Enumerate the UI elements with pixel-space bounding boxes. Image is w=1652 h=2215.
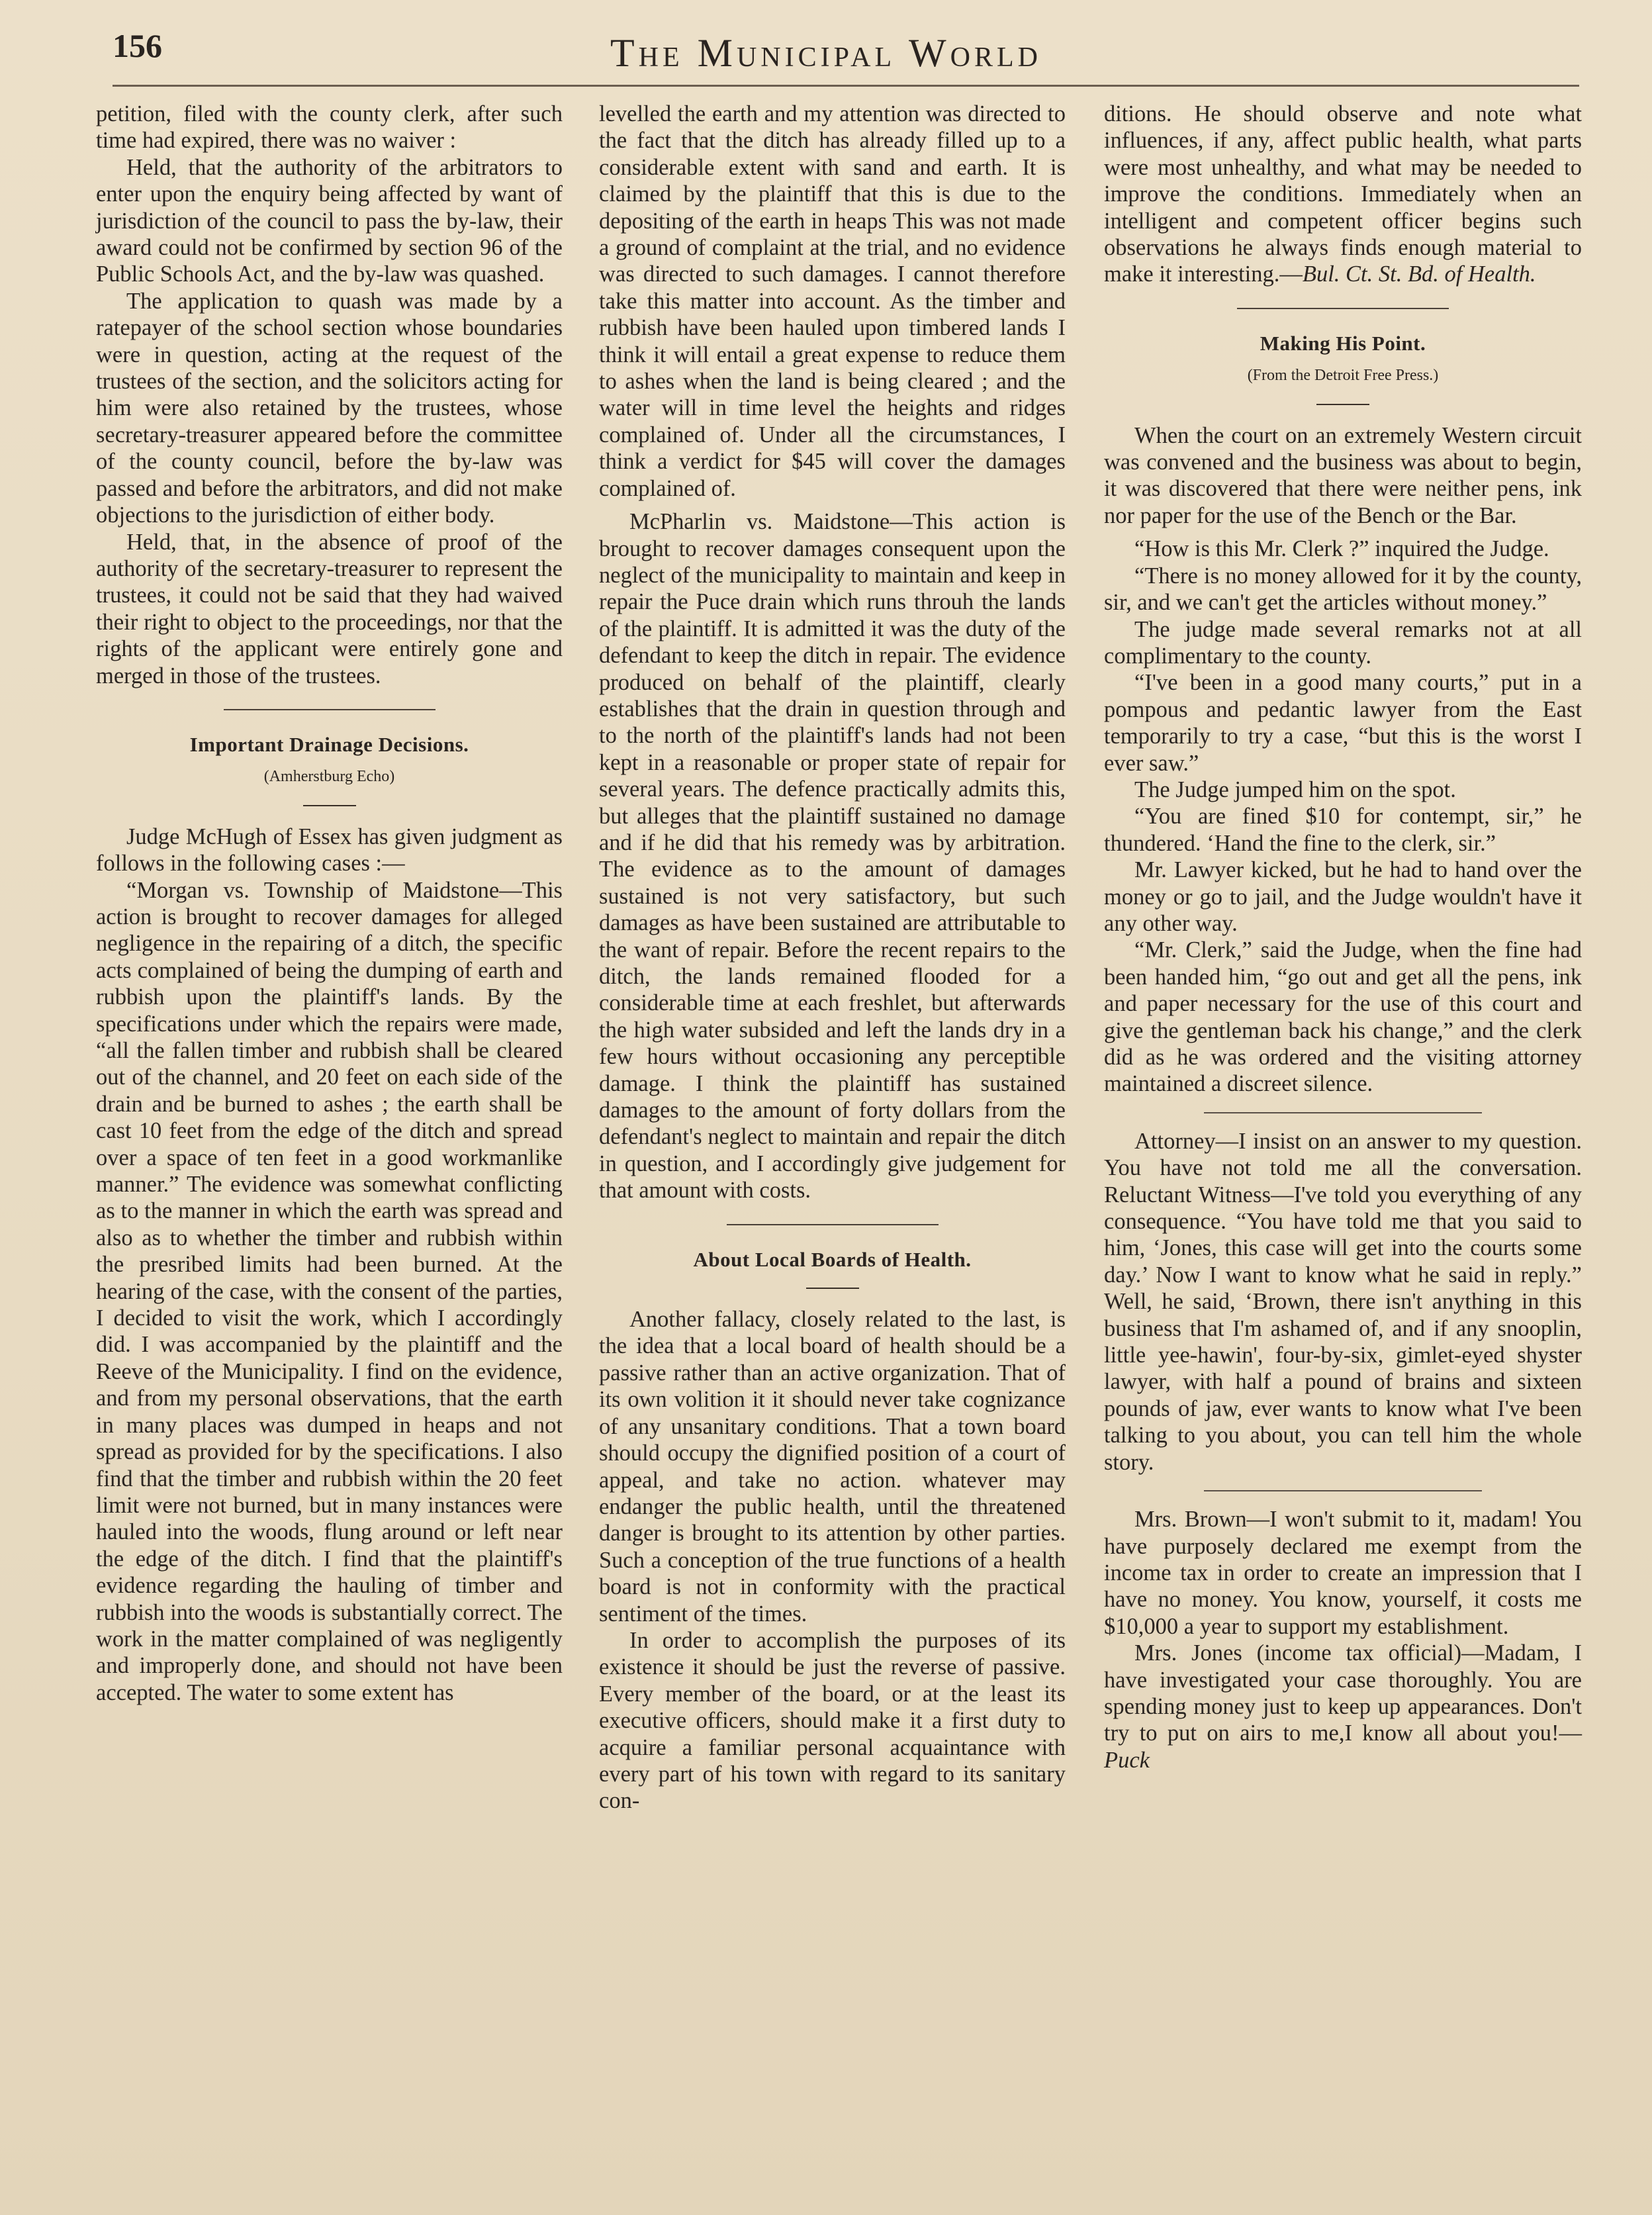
article-heading: Important Drainage Decisions. <box>189 732 469 756</box>
paragraph: “Morgan vs. Township of Maidstone—This action is brought to recover damages for alleged negligence in the repairing of a ditch, the specific acts complained of being the dumping of earth and rubbish upon the plaintiff's lands. By the specifications under which the repairs were made, “all the fallen timber and rubbish shall be cleared out of the channel, and 20 feet on each side of the drain and be burned to ashes ; the earth shall be cast 10 feet from the edge of the ditch and spread over a space of ten feet in a good workmanlike manner.” The evidence was somewhat conflicting as to the manner in which the earth was spread and also as to whether the timber and rubbish within the presribed limits had been burned. At the hearing of the case, with the consent of the parties, I decided to visit the work, which I accordingly did. I was accompanied by the plaintiff and the Reeve of the Municipality. I find on the evidence, and from my personal observations, that the earth in many places was dumped in heaps and not spread as provided for by the specifications. I also find that the timber and rubbish within the 20 feet limit were not burned, but in many instances were hauled into the woods, flung around or left near the edge of the ditch. I find that the plaintiff's evidence regarding the hauling of timber and rubbish into the woods is substantially correct. The work in the matter complained of was negligently and improperly done, and should not have been accepted. The water to some extent has <box>96 877 563 1705</box>
masthead-title: The Municipal World <box>610 31 1042 75</box>
heading-rule <box>806 1288 859 1289</box>
section-divider <box>1237 308 1449 309</box>
article-heading: About Local Boards of Health. <box>693 1247 972 1271</box>
paragraph-text: Mrs. Jones (income tax official)—Madam, I have investigated your case thoroughly. You are spending money just to keep up appearances. Don't try to put on airs to me,I know all about you!— <box>1104 1640 1582 1746</box>
paragraph <box>1104 101 1582 288</box>
paragraph: Mr. Lawyer kicked, but he had to hand over the money or go to jail, and the Judge wouldn't have it any other way. <box>1104 857 1582 936</box>
citation: Bul. Ct. St. Bd. of Health. <box>1302 261 1536 287</box>
paragraph: petition, filed with the county clerk, after such time had expired, there was no waiver : <box>96 101 563 154</box>
article-heading: Making His Point. <box>1260 331 1426 355</box>
paragraph: “How is this Mr. Clerk ?” inquired the Judge. <box>1134 536 1549 562</box>
column-1 <box>96 101 563 1706</box>
heading-rule <box>303 805 356 806</box>
page-number: 156 <box>113 27 162 64</box>
paragraph: The judge made several remarks not at all complimentary to the county. <box>1104 616 1582 669</box>
paragraph: Held, that the authority of the arbitrators to enter upon the enquiry being affected by want of jurisdiction of the council to pass the by-law, their award could not be confirmed by section 96 of the Public Schools Act, and the by-law was quashed. <box>96 154 563 287</box>
paragraph: levelled the earth and my attention was directed to the fact that the ditch has already filled up to a considerable extent with sand and earth. It is claimed by the plaintiff that this is due to the depositing of the earth in heaps This was not made a ground of complaint at the trial, and no evidence was directed to such damages. I cannot therefore take this matter into account. As the timber and rubbish have been hauled upon timbered lands I think it will entail a great expense to reduce them to ashes when the land is being cleared ; and the water will in time level the heights and ridges complained of. Under all the circumstances, I think a verdict for $45 will cover the damages complained of. <box>599 101 1066 501</box>
paragraph <box>1104 1640 1582 1773</box>
paragraph: “I've been in a good many courts,” put in a pompous and pedantic lawyer from the East temporarily to try a case, “but this is the worst I ever saw.” <box>1104 670 1582 776</box>
paragraph-text: ditions. He should observe and note what influences, if any, affect public health, what parts were most unhealthy, and what may be needed to improve the conditions. Immediately when an intelligent and competent officer begins such observations he always finds enough material to make it interesting.— <box>1104 101 1582 287</box>
paragraph: Attorney—I insist on an answer to my question. You have not told me all the conversation. Reluctant Witness—I've told you everything of any consequence. “You have told me that you said to him, ‘Jones, this case will get into the courts some day.’ Now I want to know what he said in reply.” Well, he said, ‘Brown, there isn't anything in this business that I'm ashamed of, and if any snooplin, little yee-hawin', four-by-six, gimlet-eyed shyster lawyer, with half a pound of brains and sixteen pounds of jaw, ever wants to know what I've been talking to you about, you can tell him the whole story. <box>1104 1128 1582 1475</box>
heading-rule <box>1316 404 1369 405</box>
paragraph: In order to accomplish the purposes of its existence it should be just the reverse of passive. Every member of the board, or at the least its executive officers, should make it a first duty to acquire a familiar personal acquaintance with every part of his town with regard to its sanitary con- <box>599 1627 1066 1814</box>
paragraph: Held, that, in the absence of proof of the authority of the secretary-treasurer to represent the trustees, it could not be said that they had waived their right to object to the proceedings, nor that the rights of the applicant were entirely gone and merged in those of the trustees. <box>96 529 563 688</box>
column-2 <box>599 101 1066 1814</box>
paragraph: The Judge jumped him on the spot. <box>1134 777 1456 802</box>
paragraph: Another fallacy, closely related to the last, is the idea that a local board of health should be a passive rather than an active organization. That of its own volition it it should never take cognizance of any unsanitary conditions. That a town board should occupy the dignified position of a court of appeal, and take no action. whatever may endanger the public health, until the threatened danger is brought to its attention by other parties. Such a conception of the true functions of a health board is not in conformity with the practical sentiment of the times. <box>599 1307 1066 1626</box>
paragraph: “You are fined $10 for contempt, sir,” he thundered. ‘Hand the fine to the clerk, sir.” <box>1104 804 1582 856</box>
item-divider <box>1204 1490 1482 1491</box>
section-divider <box>224 709 436 710</box>
article-source: (Amherstburg Echo) <box>263 768 395 786</box>
item-divider <box>1204 1112 1482 1113</box>
article-source: (From the Detroit Free Press.) <box>1247 367 1439 385</box>
section-divider <box>727 1224 939 1225</box>
paragraph: McPharlin vs. Maidstone—This action is brought to recover damages consequent upon the neglect of the municipality to maintain and keep in repair the Puce drain which runs throuh the lands of the plaintiff. It is admitted it was the duty of the defendant to keep the ditch in repair. The evidence produced on behalf of the plaintiff, clearly establishes that the drain in question through and to the north of the plaintiff's lands had not been kept in a reasonable or proper state of repair for several years. The defence practically admits this, but alleges that the plaintiff sustained no damage and if he did that his remedy was by arbitration. The evidence as to the amount of damages sustained is not very satisfactory, but such damages as have been sustained are attributable to the want of repair. Before the recent repairs to the ditch, the lands remained flooded for a considerable time at each freshlet, but afterwards the high water subsided and left the lands dry in a few hours without occasioning any perceptible damage. I think the plaintiff has sustained damages to the amount of forty dollars from the defendant's neglect to maintain and repair the ditch in question, and I accordingly give judgement for that amount with costs. <box>599 509 1066 1203</box>
citation: Puck <box>1104 1747 1150 1773</box>
column-3 <box>1104 101 1582 1773</box>
paragraph: “Mr. Clerk,” said the Judge, when the fine had been handed him, “go out and get all the pens, ink and paper necessary for the use of this court and give the gentleman back his change,” and the clerk did as he was ordered and the visiting attorney maintained a discreet silence. <box>1104 937 1582 1097</box>
masthead-rule <box>113 85 1579 87</box>
paragraph: Judge McHugh of Essex has given judgment as follows in the following cases :— <box>96 824 563 876</box>
paragraph: “There is no money allowed for it by the county, sir, and we can't get the articles without money.” <box>1104 563 1582 616</box>
paragraph: Mrs. Brown—I won't submit to it, madam! You have purposely declared me exempt from the income tax in order to create an impression that I have no money. You know, yourself, it costs me $10,000 a year to support my establishment. <box>1104 1507 1582 1639</box>
paragraph: When the court on an extremely Western circuit was convened and the business was about to begin, it was discovered that there were neither pens, ink nor paper for the use of the Bench or the Bar. <box>1104 422 1582 528</box>
paragraph: The application to quash was made by a ratepayer of the school section whose boundaries were in question, acting at the request of the trustees of the section, and the solicitors acting for him were also retained by the trustees, whose secretary-treasurer appeared before the committee of the county council, before the by-law was passed and before the arbitrators, and did not make objections to the jurisdiction of either body. <box>96 288 563 528</box>
